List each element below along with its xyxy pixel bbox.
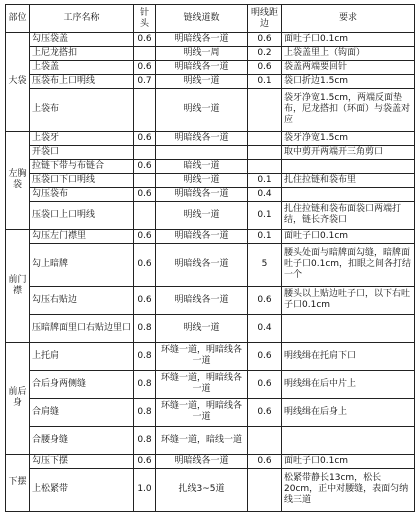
stitch-cell: 0.6 — [134, 60, 156, 74]
header-stitch: 针头 — [134, 5, 156, 33]
stitch-margin-cell: 0.6 — [248, 33, 282, 47]
table-row — [6, 370, 415, 398]
stitch-cell: 1.0 — [134, 468, 156, 511]
table-row — [6, 74, 415, 88]
requirement-cell: 扎住拉链和袋布面袋口两端打结，链长齐袋口 — [282, 201, 415, 229]
stitch-margin-cell: 0.4 — [248, 187, 282, 201]
stitch-cell: 0.6 — [134, 159, 156, 173]
header-requirement: 要求 — [282, 5, 415, 33]
seam-count-cell: 明线一道 — [156, 88, 248, 131]
part-cell: 大袋 — [6, 33, 30, 132]
table-row — [6, 33, 415, 47]
seam-count-cell: 明暗线各一道 — [156, 33, 248, 47]
seam-count-cell: 明暗线各一道 — [156, 454, 248, 468]
seam-count-cell — [156, 145, 248, 159]
table-row — [6, 60, 415, 74]
table-row — [6, 187, 415, 201]
stitch-cell: 0.6 — [134, 131, 156, 145]
process-cell: 上袋盖 — [30, 60, 134, 74]
stitch-margin-cell: 0.1 — [248, 173, 282, 187]
seam-count-cell: 明暗线各一道 — [156, 243, 248, 286]
stitch-margin-cell: 0.6 — [248, 342, 282, 370]
seam-count-cell: 明暗线各一道 — [156, 286, 248, 314]
requirement-cell: 明线缉在托肩下口 — [282, 342, 415, 370]
part-cell: 左胸袋 — [6, 131, 30, 229]
seam-count-cell: 环缝一道，明暗线各一道 — [156, 342, 248, 370]
stitch-margin-cell: 0.6 — [248, 370, 282, 398]
table-row — [6, 468, 415, 511]
process-cell: 压暗牌面里口右贴边里口 — [30, 314, 134, 342]
process-cell: 合腰身缝 — [30, 426, 134, 454]
stitch-margin-cell: 0.6 — [248, 60, 282, 74]
seam-count-cell: 扎线3~5道 — [156, 468, 248, 511]
header-margin: 明线距边 — [248, 5, 282, 33]
seam-count-cell: 明暗线各一道 — [156, 187, 248, 201]
process-cell: 开袋口 — [30, 145, 134, 159]
stitch-margin-cell — [248, 426, 282, 454]
table-row — [6, 173, 415, 187]
header-part: 部位 — [6, 5, 30, 33]
process-table — [5, 4, 415, 512]
stitch-margin-cell — [248, 159, 282, 173]
stitch-cell: 0.7 — [134, 74, 156, 88]
process-cell: 上托肩 — [30, 342, 134, 370]
requirement-cell: 袋盖两端要回针 — [282, 60, 415, 74]
stitch-margin-cell: 0.1 — [248, 74, 282, 88]
table-row — [6, 131, 415, 145]
process-cell: 上袋布 — [30, 88, 134, 131]
requirement-cell: 取中剪开两端开三角剪口 — [282, 145, 415, 159]
seam-count-cell: 明线一道 — [156, 201, 248, 229]
stitch-cell: 0.6 — [134, 243, 156, 286]
stitch-cell: 0.8 — [134, 314, 156, 342]
process-cell: 拉链下带与布链合 — [30, 159, 134, 173]
stitch-cell: 0.8 — [134, 342, 156, 370]
stitch-cell: 0.8 — [134, 426, 156, 454]
stitch-margin-cell: 0.6 — [248, 286, 282, 314]
table-row — [6, 243, 415, 286]
requirement-cell: 腰头处面与暗牌面勾缝，暗牌面吐子口0.1cm，扣眼之间各打结一个 — [282, 243, 415, 286]
requirement-cell: 腰头以上贴边吐子口，以下右吐子口0.1cm — [282, 286, 415, 314]
table-header-row — [6, 5, 415, 33]
stitch-cell: 0.6 — [134, 33, 156, 47]
part-cell: 前后身 — [6, 342, 30, 454]
seam-count-cell: 明线一周 — [156, 46, 248, 60]
process-cell: 压袋布上口明线 — [30, 74, 134, 88]
table-row — [6, 426, 415, 454]
seam-count-cell: 明线一道 — [156, 314, 248, 342]
process-cell: 合后身两侧缝 — [30, 370, 134, 398]
stitch-margin-cell — [248, 88, 282, 131]
table-row — [6, 88, 415, 131]
requirement-cell — [282, 159, 415, 173]
requirement-cell: 明线缉在后中片上 — [282, 370, 415, 398]
seam-count-cell: 明线一道 — [156, 74, 248, 88]
stitch-margin-cell: 0.6 — [248, 398, 282, 426]
stitch-margin-cell: 0.1 — [248, 229, 282, 243]
stitch-cell — [134, 145, 156, 159]
requirement-cell: 面吐子口0.1cm — [282, 229, 415, 243]
stitch-cell — [134, 201, 156, 229]
table-row — [6, 145, 415, 159]
stitch-margin-cell: 0.1 — [248, 201, 282, 229]
seam-count-cell: 环缝一道，明暗线各一道 — [156, 398, 248, 426]
requirement-cell: 袋牙净宽1.5cm，两端反面垫布，尼龙搭扣（环面）与袋盖对应 — [282, 88, 415, 131]
stitch-cell — [134, 88, 156, 131]
stitch-cell: 0.8 — [134, 370, 156, 398]
process-cell: 压袋口下口明线 — [30, 173, 134, 187]
requirement-cell: 袋牙净宽1.5cm — [282, 131, 415, 145]
requirement-cell — [282, 187, 415, 201]
requirement-cell — [282, 426, 415, 454]
requirement-cell: 上袋盖里上（钩面） — [282, 46, 415, 60]
process-cell: 压袋口上口明线 — [30, 201, 134, 229]
stitch-margin-cell — [248, 145, 282, 159]
stitch-margin-cell — [248, 131, 282, 145]
seam-count-cell: 明暗线各一道 — [156, 131, 248, 145]
requirement-cell: 扎住拉链和袋布里 — [282, 173, 415, 187]
table-row — [6, 454, 415, 468]
seam-count-cell: 环缝一道，暗线一道 — [156, 426, 248, 454]
process-cell: 上尼龙搭扣 — [30, 46, 134, 60]
process-cell: 勾压袋布 — [30, 187, 134, 201]
requirement-cell: 松紧带静长13cm，松长20cm，正中对腰缝，表面匀纳线三道 — [282, 468, 415, 511]
stitch-cell — [134, 46, 156, 60]
process-cell: 上松紧带 — [30, 468, 134, 511]
table-row — [6, 159, 415, 173]
stitch-margin-cell — [248, 468, 282, 511]
table-row — [6, 314, 415, 342]
requirement-cell: 明线缉在后身上 — [282, 398, 415, 426]
requirement-cell: 袋口折边1.5cm — [282, 74, 415, 88]
stitch-cell: 0.8 — [134, 398, 156, 426]
stitch-margin-cell: 0.4 — [248, 314, 282, 342]
seam-count-cell: 明线一道 — [156, 173, 248, 187]
process-cell: 上袋牙 — [30, 131, 134, 145]
header-seam: 链线道数 — [156, 5, 248, 33]
stitch-cell: 0.6 — [134, 229, 156, 243]
table-row — [6, 286, 415, 314]
stitch-cell: 0.6 — [134, 454, 156, 468]
stitch-cell — [134, 173, 156, 187]
process-cell: 勾上暗牌 — [30, 243, 134, 286]
table-row — [6, 229, 415, 243]
stitch-margin-cell: 5 — [248, 243, 282, 286]
seam-count-cell: 明暗线各一道 — [156, 229, 248, 243]
seam-count-cell: 明暗线各一道 — [156, 60, 248, 74]
stitch-cell: 0.6 — [134, 286, 156, 314]
process-cell: 勾压左门襟里 — [30, 229, 134, 243]
requirement-cell: 面吐子口0.1cm — [282, 33, 415, 47]
header-process: 工序名称 — [30, 5, 134, 33]
seam-count-cell: 环缝一道，明暗线各一道 — [156, 370, 248, 398]
stitch-margin-cell: 0.2 — [248, 46, 282, 60]
table-row — [6, 201, 415, 229]
stitch-margin-cell: 0.6 — [248, 454, 282, 468]
requirement-cell: 面吐子口0.1cm — [282, 454, 415, 468]
process-cell: 勾压下摆 — [30, 454, 134, 468]
requirement-cell — [282, 314, 415, 342]
part-cell: 下摆 — [6, 454, 30, 511]
process-cell: 勾压袋盖 — [30, 33, 134, 47]
seam-count-cell: 暗线一道 — [156, 159, 248, 173]
process-cell: 勾压右贴边 — [30, 286, 134, 314]
table-row — [6, 342, 415, 370]
process-cell: 合肩缝 — [30, 398, 134, 426]
part-cell: 前门襟 — [6, 229, 30, 342]
table-row — [6, 46, 415, 60]
table-row — [6, 398, 415, 426]
stitch-cell: 0.6 — [134, 187, 156, 201]
